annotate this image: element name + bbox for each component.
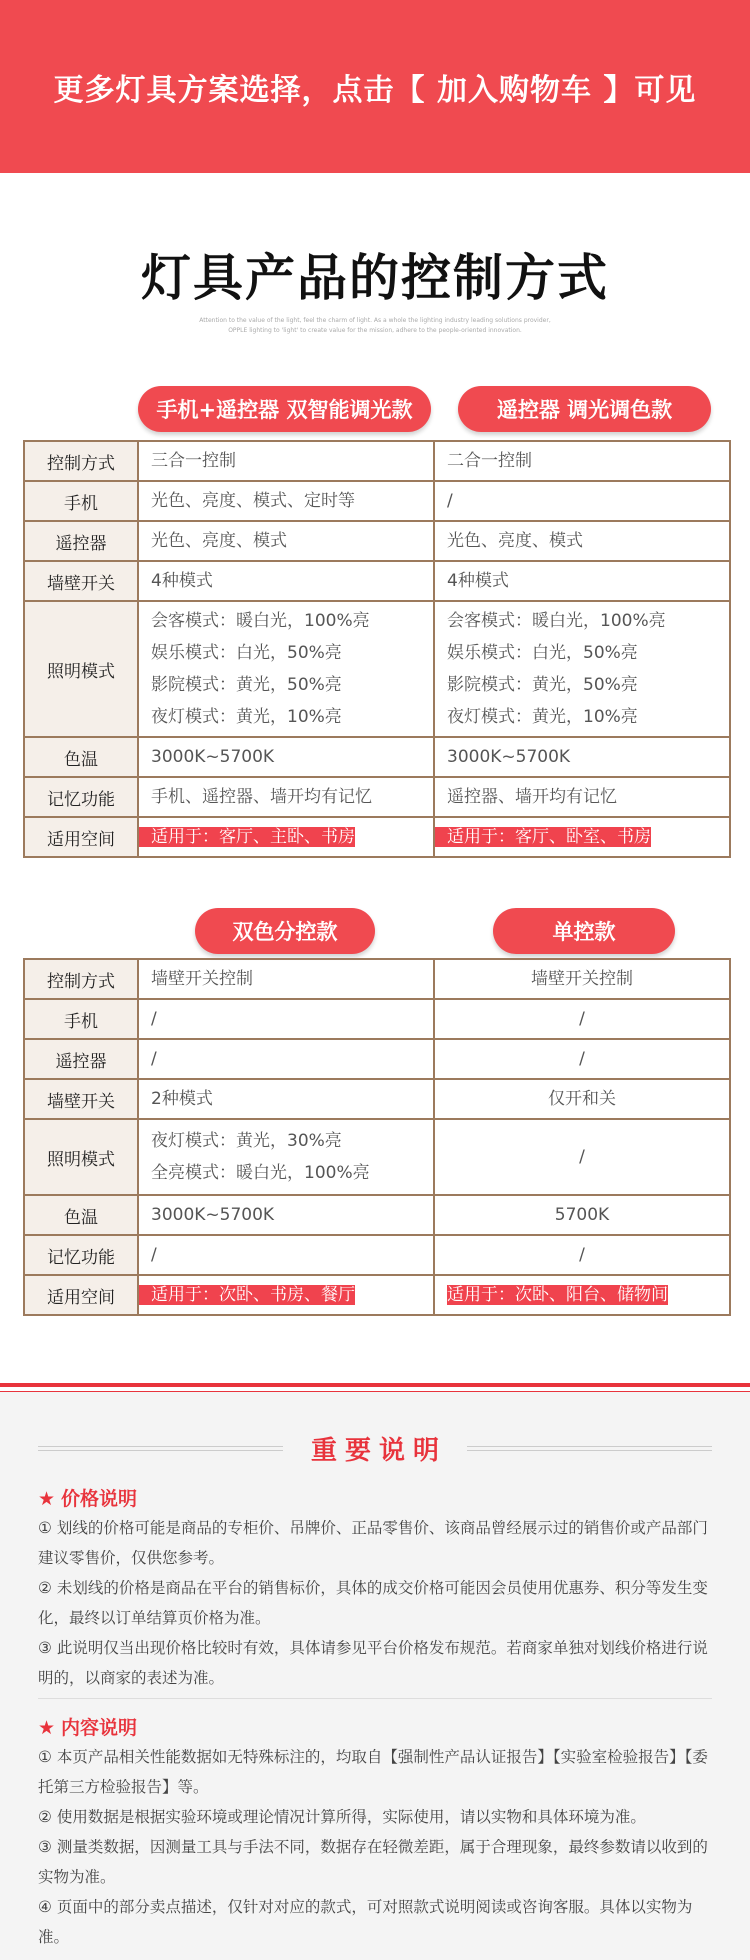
- spec-cell-a: [138, 481, 434, 521]
- spec-cell-a: [138, 441, 434, 481]
- spec-cell-text: 3000K~5700K: [151, 747, 275, 767]
- suitable-space-highlight: 适用于：次卧、书房、餐厅: [139, 1285, 355, 1305]
- spec-row-label: 适用空间: [24, 817, 138, 857]
- spec-cell-text: 光色、亮度、模式: [447, 531, 583, 551]
- spec-cell-a: [138, 1079, 434, 1119]
- spec-cell-a: [138, 601, 434, 737]
- spec-cell-a: [138, 561, 434, 601]
- spec-cell-text: 仅开和关: [548, 1089, 616, 1109]
- spec-cell-text: /: [447, 491, 453, 511]
- spec-row-label: 照明模式: [24, 601, 138, 737]
- spec-cell-text: 全亮模式：暖白光，100%亮: [151, 1163, 370, 1183]
- spec-cell-a: [138, 777, 434, 817]
- spec-row-label: 手机: [24, 999, 138, 1039]
- page-title: 灯具产品的控制方式: [141, 249, 609, 307]
- spec-cell-b: [434, 1079, 730, 1119]
- spec-cell-b: [434, 959, 730, 999]
- spec-cell-a: [138, 1275, 434, 1315]
- product-label-dual-color: 双色分控款: [195, 908, 375, 954]
- spec-row: [24, 999, 730, 1039]
- spec-cell-b: [434, 561, 730, 601]
- spec-row-label: 色温: [24, 737, 138, 777]
- spec-row: [24, 817, 730, 857]
- suitable-space-highlight: 适用于：客厅、卧室、书房: [435, 827, 651, 847]
- spec-cell-text: 会客模式：暖白光，100%亮: [151, 611, 370, 631]
- spec-row-label: 手机: [24, 481, 138, 521]
- spec-cell-text: /: [151, 1009, 157, 1029]
- star-icon: ★: [38, 1717, 56, 1739]
- spec-cell-text: /: [151, 1245, 157, 1265]
- spec-row: [24, 521, 730, 561]
- spec-cell-b: [434, 1275, 730, 1315]
- control-spec-table-1: [23, 440, 731, 858]
- spec-cell-b: [434, 601, 730, 737]
- spec-row: [24, 1195, 730, 1235]
- spec-cell-text: 4种模式: [447, 571, 509, 591]
- spec-cell-text: 影院模式：黄光，50%亮: [151, 675, 342, 695]
- control-spec-table-2: [23, 958, 731, 1316]
- suitable-space-highlight: 适用于：客厅、主卧、书房: [139, 827, 355, 847]
- spec-cell-b: [434, 777, 730, 817]
- spec-row: [24, 737, 730, 777]
- content-heading-text: 内容说明: [61, 1717, 138, 1739]
- spec-cell-text: 墙壁开关控制: [151, 969, 253, 989]
- spec-cell-text: 会客模式：暖白光，100%亮: [447, 611, 666, 631]
- spec-cell-text: 夜灯模式：黄光，30%亮: [151, 1131, 342, 1151]
- spec-row-label: 记忆功能: [24, 777, 138, 817]
- spec-cell-a: [138, 521, 434, 561]
- spec-cell-a: [138, 817, 434, 857]
- spec-row: [24, 1119, 730, 1195]
- spec-cell-b: [434, 1195, 730, 1235]
- price-note-3: ③ 此说明仅当出现价格比较时有效，具体请参见平台价格发布规范。若商家单独对划线价格进行说明的，以商家的表述为准。: [38, 1639, 708, 1687]
- spec-cell-text: 娱乐模式：白光，50%亮: [151, 643, 342, 663]
- spec-row: [24, 1275, 730, 1315]
- spec-cell-b: [434, 521, 730, 561]
- spec-cell-a: [138, 1039, 434, 1079]
- price-note-2: ② 未划线的价格是商品在平台的销售标价，具体的成交价格可能因会员使用优惠券、积分等发生变化，最终以订单结算页价格为准。: [38, 1579, 708, 1627]
- spec-row: [24, 1039, 730, 1079]
- spec-cell-b: [434, 1039, 730, 1079]
- spec-row-label: 色温: [24, 1195, 138, 1235]
- spec-row: [24, 481, 730, 521]
- spec-cell-text: 二合一控制: [447, 451, 532, 471]
- notice-divider: [38, 1698, 712, 1699]
- spec-cell-text: 手机、遥控器、墙开均有记忆: [151, 787, 372, 807]
- spec-cell-text: 光色、亮度、模式、定时等: [151, 491, 355, 511]
- price-heading-text: 价格说明: [61, 1488, 138, 1510]
- spec-cell-a: [138, 737, 434, 777]
- spec-cell-text: 3000K~5700K: [151, 1205, 275, 1225]
- spec-row-label: 照明模式: [24, 1119, 138, 1195]
- spec-row: [24, 601, 730, 737]
- spec-row: [24, 1235, 730, 1275]
- spec-row: [24, 777, 730, 817]
- spec-cell-a: [138, 959, 434, 999]
- spec-cell-text: /: [579, 1147, 585, 1167]
- price-note-1: ① 划线的价格可能是商品的专柜价、吊牌价、正品零售价、该商品曾经展示过的销售价或产品部门建议零售价，仅供您参考。: [38, 1519, 708, 1567]
- spec-cell-b: [434, 481, 730, 521]
- section-divider-thick: [0, 1383, 750, 1387]
- spec-cell-text: 3000K~5700K: [447, 747, 571, 767]
- spec-cell-text: 娱乐模式：白光，50%亮: [447, 643, 638, 663]
- spec-cell-b: [434, 737, 730, 777]
- spec-cell-text: /: [579, 1009, 585, 1029]
- spec-cell-text: /: [579, 1049, 585, 1069]
- spec-cell-text: 夜灯模式：黄光，10%亮: [151, 707, 342, 727]
- spec-cell-text: 墙壁开关控制: [531, 969, 633, 989]
- spec-cell-b: [434, 441, 730, 481]
- spec-cell-b: [434, 999, 730, 1039]
- spec-cell-a: [138, 999, 434, 1039]
- content-note-1: ① 本页产品相关性能数据如无特殊标注的，均取自【强制性产品认证报告】【实验室检验报告】【委托第三方检验报告】等。: [38, 1748, 708, 1796]
- spec-cell-text: 夜灯模式：黄光，10%亮: [447, 707, 638, 727]
- price-section-heading: [38, 1484, 137, 1511]
- spec-cell-text: 4种模式: [151, 571, 213, 591]
- star-icon: ★: [38, 1488, 56, 1510]
- suitable-space-highlight: 适用于：次卧、阳台、储物间: [447, 1285, 668, 1305]
- notice-title: 重要说明: [311, 1435, 448, 1466]
- content-section-heading: [38, 1713, 137, 1740]
- spec-cell-b: [434, 1119, 730, 1195]
- spec-cell-b: [434, 817, 730, 857]
- spec-row-label: 记忆功能: [24, 1235, 138, 1275]
- title-rule-right: [467, 1446, 712, 1451]
- promo-banner[interactable]: [0, 0, 750, 173]
- spec-row: [24, 959, 730, 999]
- title-rule-left: [38, 1446, 283, 1451]
- spec-row: [24, 441, 730, 481]
- notice-title-row: [38, 1428, 712, 1468]
- spec-row-label: 遥控器: [24, 1039, 138, 1079]
- page-subtitle: [0, 316, 750, 336]
- spec-cell-text: 影院模式：黄光，50%亮: [447, 675, 638, 695]
- spec-row-label: 墙壁开关: [24, 561, 138, 601]
- spec-cell-text: 5700K: [554, 1205, 610, 1225]
- product-label-remote-dimming: 遥控器 调光调色款: [458, 386, 711, 432]
- spec-row-label: 控制方式: [24, 441, 138, 481]
- spec-cell-text: /: [579, 1245, 585, 1265]
- spec-cell-a: [138, 1119, 434, 1195]
- product-label-dual-smart: 手机+遥控器 双智能调光款: [138, 386, 431, 432]
- spec-row-label: 遥控器: [24, 521, 138, 561]
- content-note-4: ④ 页面中的部分卖点描述，仅针对对应的款式，可对照款式说明阅读或咨询客服。具体以实物为准。: [38, 1898, 693, 1946]
- spec-cell-b: [434, 1235, 730, 1275]
- promo-banner-text: 更多灯具方案选择，点击【 加入购物车 】可见: [53, 72, 697, 108]
- spec-cell-text: 三合一控制: [151, 451, 236, 471]
- spec-row-label: 墙壁开关: [24, 1079, 138, 1119]
- spec-cell-text: /: [151, 1049, 157, 1069]
- product-label-single-control: 单控款: [493, 908, 675, 954]
- spec-row-label: 适用空间: [24, 1275, 138, 1315]
- spec-cell-a: [138, 1235, 434, 1275]
- subtitle-line-2: OPPLE lighting to 'light' to create value for the mission, adhere to the people-oriented innovation.: [228, 327, 522, 334]
- spec-cell-text: 2种模式: [151, 1089, 213, 1109]
- spec-cell-text: 光色、亮度、模式: [151, 531, 287, 551]
- spec-cell-a: [138, 1195, 434, 1235]
- content-note-3: ③ 测量类数据，因测量工具与手法不同，数据存在轻微差距，属于合理现象，最终参数请以收到的实物为准。: [38, 1838, 708, 1886]
- content-note-2: ② 使用数据是根据实验环境或理论情况计算所得，实际使用，请以实物和具体环境为准。: [38, 1808, 646, 1826]
- spec-row-label: 控制方式: [24, 959, 138, 999]
- spec-row: [24, 1079, 730, 1119]
- spec-row: [24, 561, 730, 601]
- spec-cell-text: 遥控器、墙开均有记忆: [447, 787, 617, 807]
- subtitle-line-1: Attention to the value of the light, feel the charm of light. As a whole the lighting industry leading solutions provider,: [199, 317, 551, 324]
